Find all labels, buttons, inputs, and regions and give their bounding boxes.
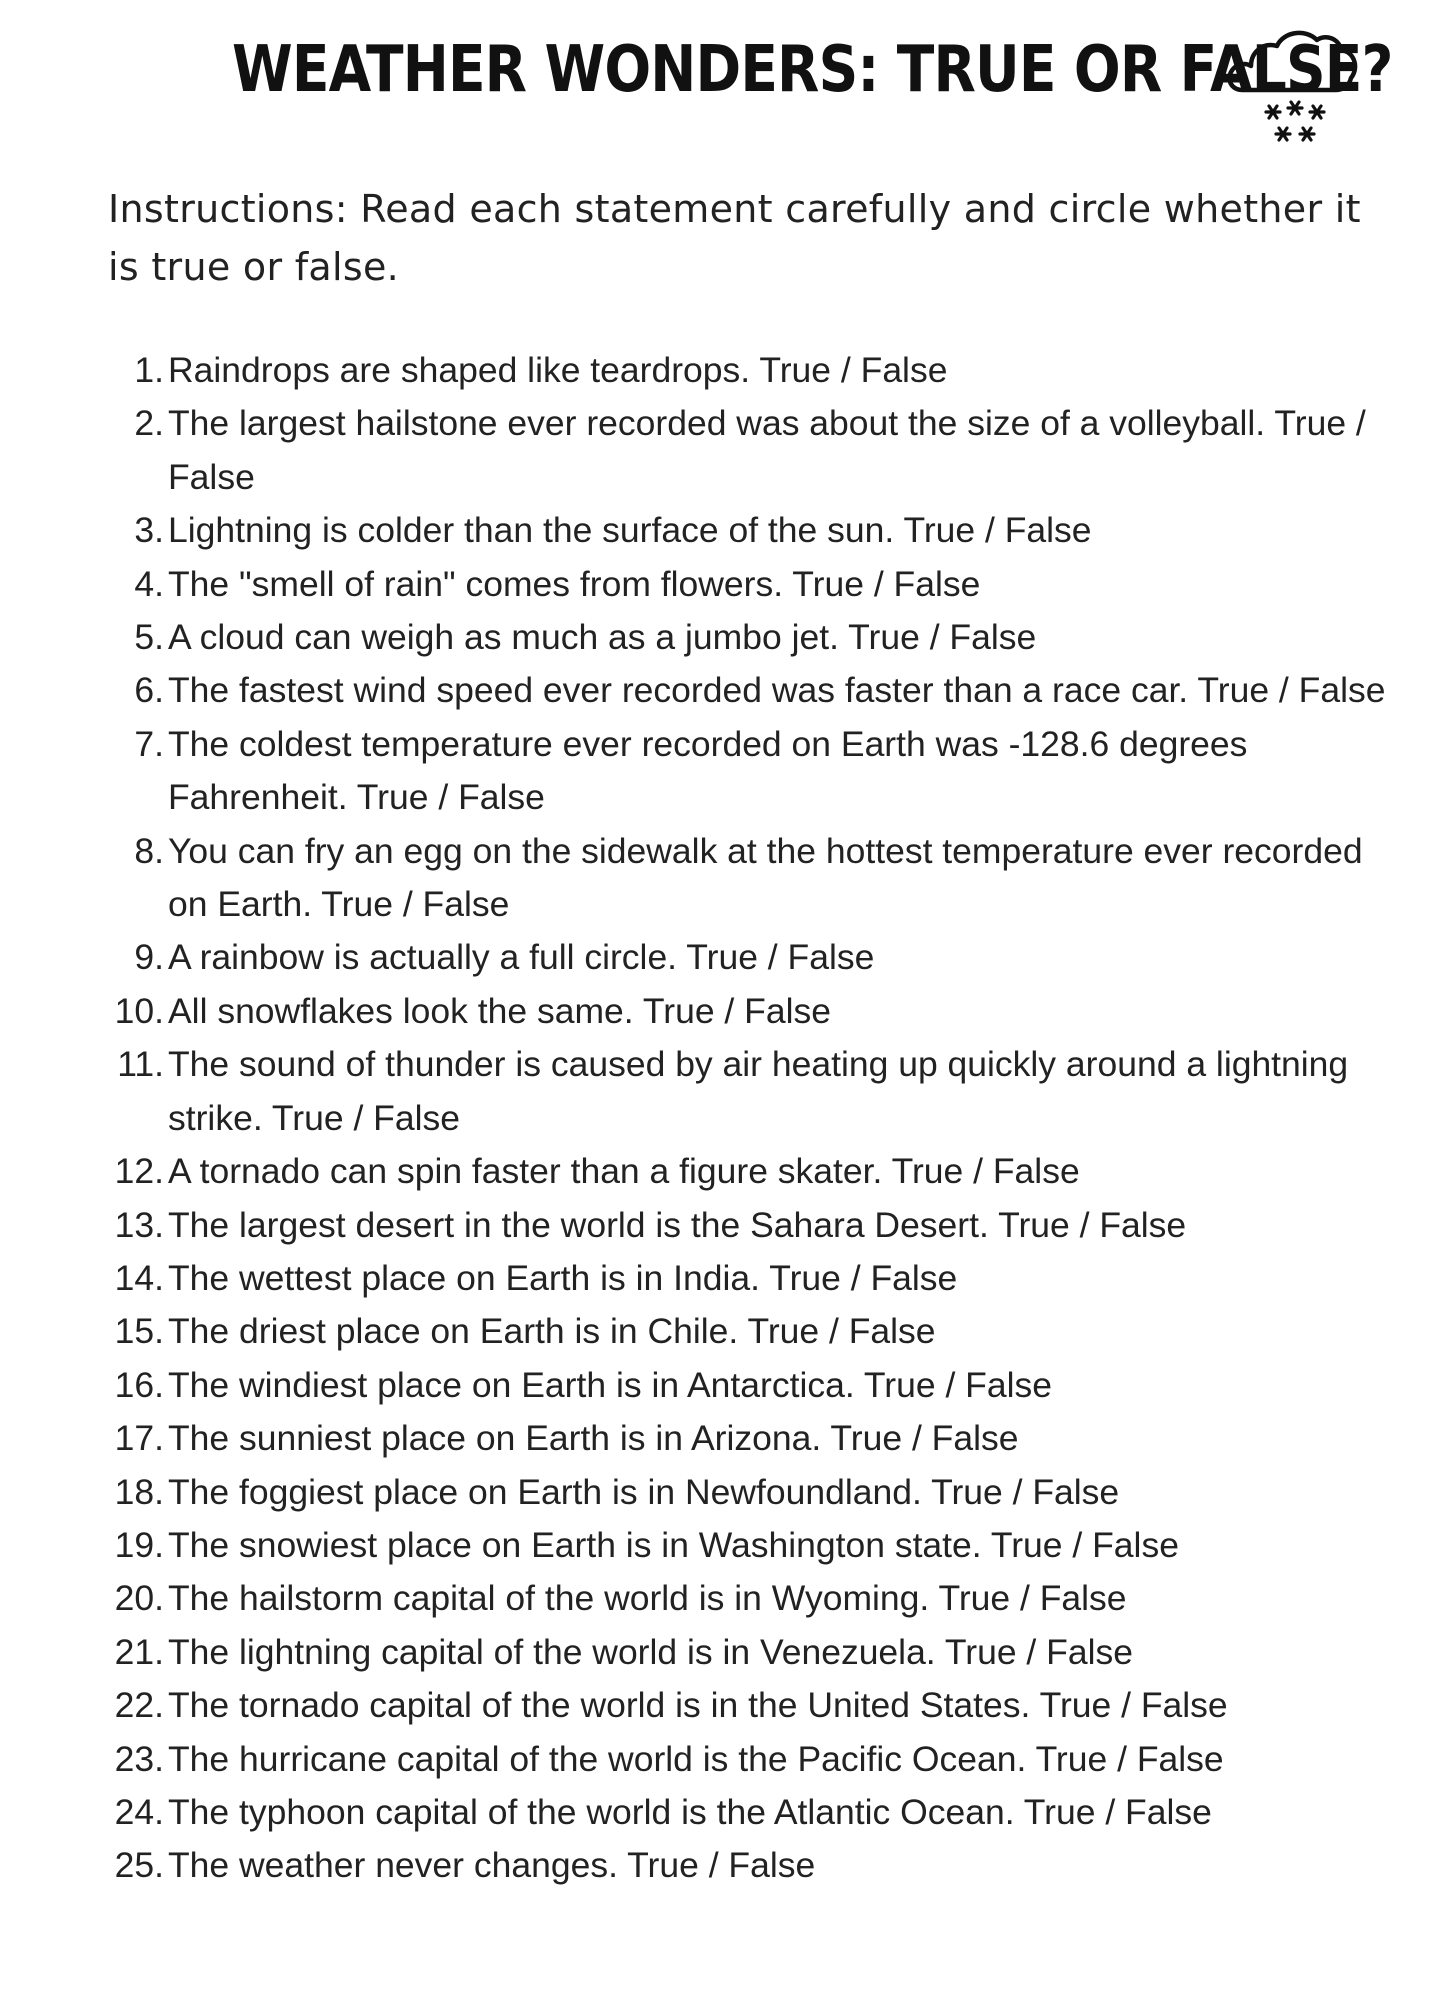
question-number: 21. [114,1631,164,1672]
question-item [0,1252,1398,1305]
question-number: 17. [114,1418,164,1459]
question-number: 24. [114,1791,164,1832]
question-item [0,1199,1398,1252]
question-item [0,664,1398,717]
question-item [0,558,1398,611]
question-number: 6. [134,670,164,711]
question-item [0,1038,1398,1145]
question-text: A cloud can weigh as much as a jumbo jet. True / False [168,617,1037,658]
question-text: The coldest temperature ever recorded on Earth was -128.6 degrees Fahrenheit. True / False [168,723,1248,818]
question-number: 16. [114,1364,164,1405]
question-item [0,1679,1398,1732]
question-number: 22. [114,1685,164,1726]
question-item [0,1305,1398,1358]
question-item [0,718,1398,825]
question-item [0,611,1398,664]
question-text: Raindrops are shaped like teardrops. True / False [168,350,948,390]
question-text: The windiest place on Earth is in Antarctica. True / False [168,1364,1052,1405]
question-number: 7. [134,723,164,764]
question-list [0,344,1455,1893]
question-number: 2. [134,403,164,444]
question-text: The "smell of rain" comes from flowers. True / False [168,563,981,604]
question-number: 15. [114,1311,164,1352]
question-text: You can fry an egg on the sidewalk at the hottest temperature ever recorded on Earth. True / False [168,830,1363,925]
question-item [0,1145,1398,1198]
instructions-text: Instructions: Read each statement carefully and circle whether it is true or false. [108,187,1361,289]
question-text: The wettest place on Earth is in India. True / False [168,1257,958,1298]
snow-cloud-icon [1225,28,1360,153]
question-item [0,1466,1398,1519]
question-text: The largest hailstone ever recorded was about the size of a volleyball. True / False [168,403,1366,497]
question-number: 18. [114,1471,164,1512]
question-number: 8. [134,830,164,871]
question-number: 13. [114,1204,164,1245]
question-text: The weather never changes. True / False [168,1845,816,1886]
question-text: The driest place on Earth is in Chile. True / False [168,1311,936,1352]
question-item [0,1359,1398,1412]
question-text: A rainbow is actually a full circle. True / False [168,937,875,978]
question-number: 25. [114,1845,164,1886]
question-text: The lightning capital of the world is in Venezuela. True / False [168,1631,1133,1672]
question-item [0,397,1398,504]
question-text: The hailstorm capital of the world is in Wyoming. True / False [168,1578,1127,1619]
question-number: 4. [134,563,164,604]
question-item [0,1572,1398,1625]
question-number: 12. [114,1151,164,1192]
question-text: The sound of thunder is caused by air heating up quickly around a lightning strike. True / False [168,1044,1349,1138]
question-text: The fastest wind speed ever recorded was faster than a race car. True / False [168,670,1386,711]
title-row [0,28,1455,148]
question-text: The snowiest place on Earth is in Washington state. True / False [168,1524,1179,1565]
question-item [0,1839,1398,1892]
question-number: 9. [134,937,164,978]
question-item [0,1412,1398,1465]
question-text: Lightning is colder than the surface of the sun. True / False [168,510,1092,551]
question-item [0,1733,1398,1786]
question-item [0,1786,1398,1839]
question-number: 11. [117,1044,164,1085]
question-number: 23. [114,1738,164,1779]
question-item [0,1626,1398,1679]
question-text: The tornado capital of the world is in the United States. True / False [168,1685,1228,1726]
question-text: A tornado can spin faster than a figure skater. True / False [168,1151,1080,1192]
question-number: 20. [114,1578,164,1619]
question-number: 3. [134,510,164,551]
question-number: 5. [134,617,164,658]
question-text: All snowflakes look the same. True / False [168,990,831,1031]
question-number: 19. [114,1524,164,1565]
question-item [0,931,1398,984]
question-text: The largest desert in the world is the Sahara Desert. True / False [168,1204,1187,1245]
question-number: 10. [114,990,164,1031]
question-text: The sunniest place on Earth is in Arizona. True / False [168,1418,1019,1459]
question-text: The hurricane capital of the world is the Pacific Ocean. True / False [168,1738,1224,1779]
page-title: WEATHER WONDERS: TRUE OR FALSE? [232,33,1393,107]
question-number: 14. [114,1257,164,1298]
question-text: The foggiest place on Earth is in Newfoundland. True / False [168,1471,1120,1512]
question-item [0,1519,1398,1572]
question-number: 1. [134,350,164,390]
question-item [0,985,1398,1038]
question-item [0,344,1398,397]
question-text: The typhoon capital of the world is the Atlantic Ocean. True / False [168,1791,1212,1832]
question-item [0,504,1398,557]
question-item [0,825,1398,932]
